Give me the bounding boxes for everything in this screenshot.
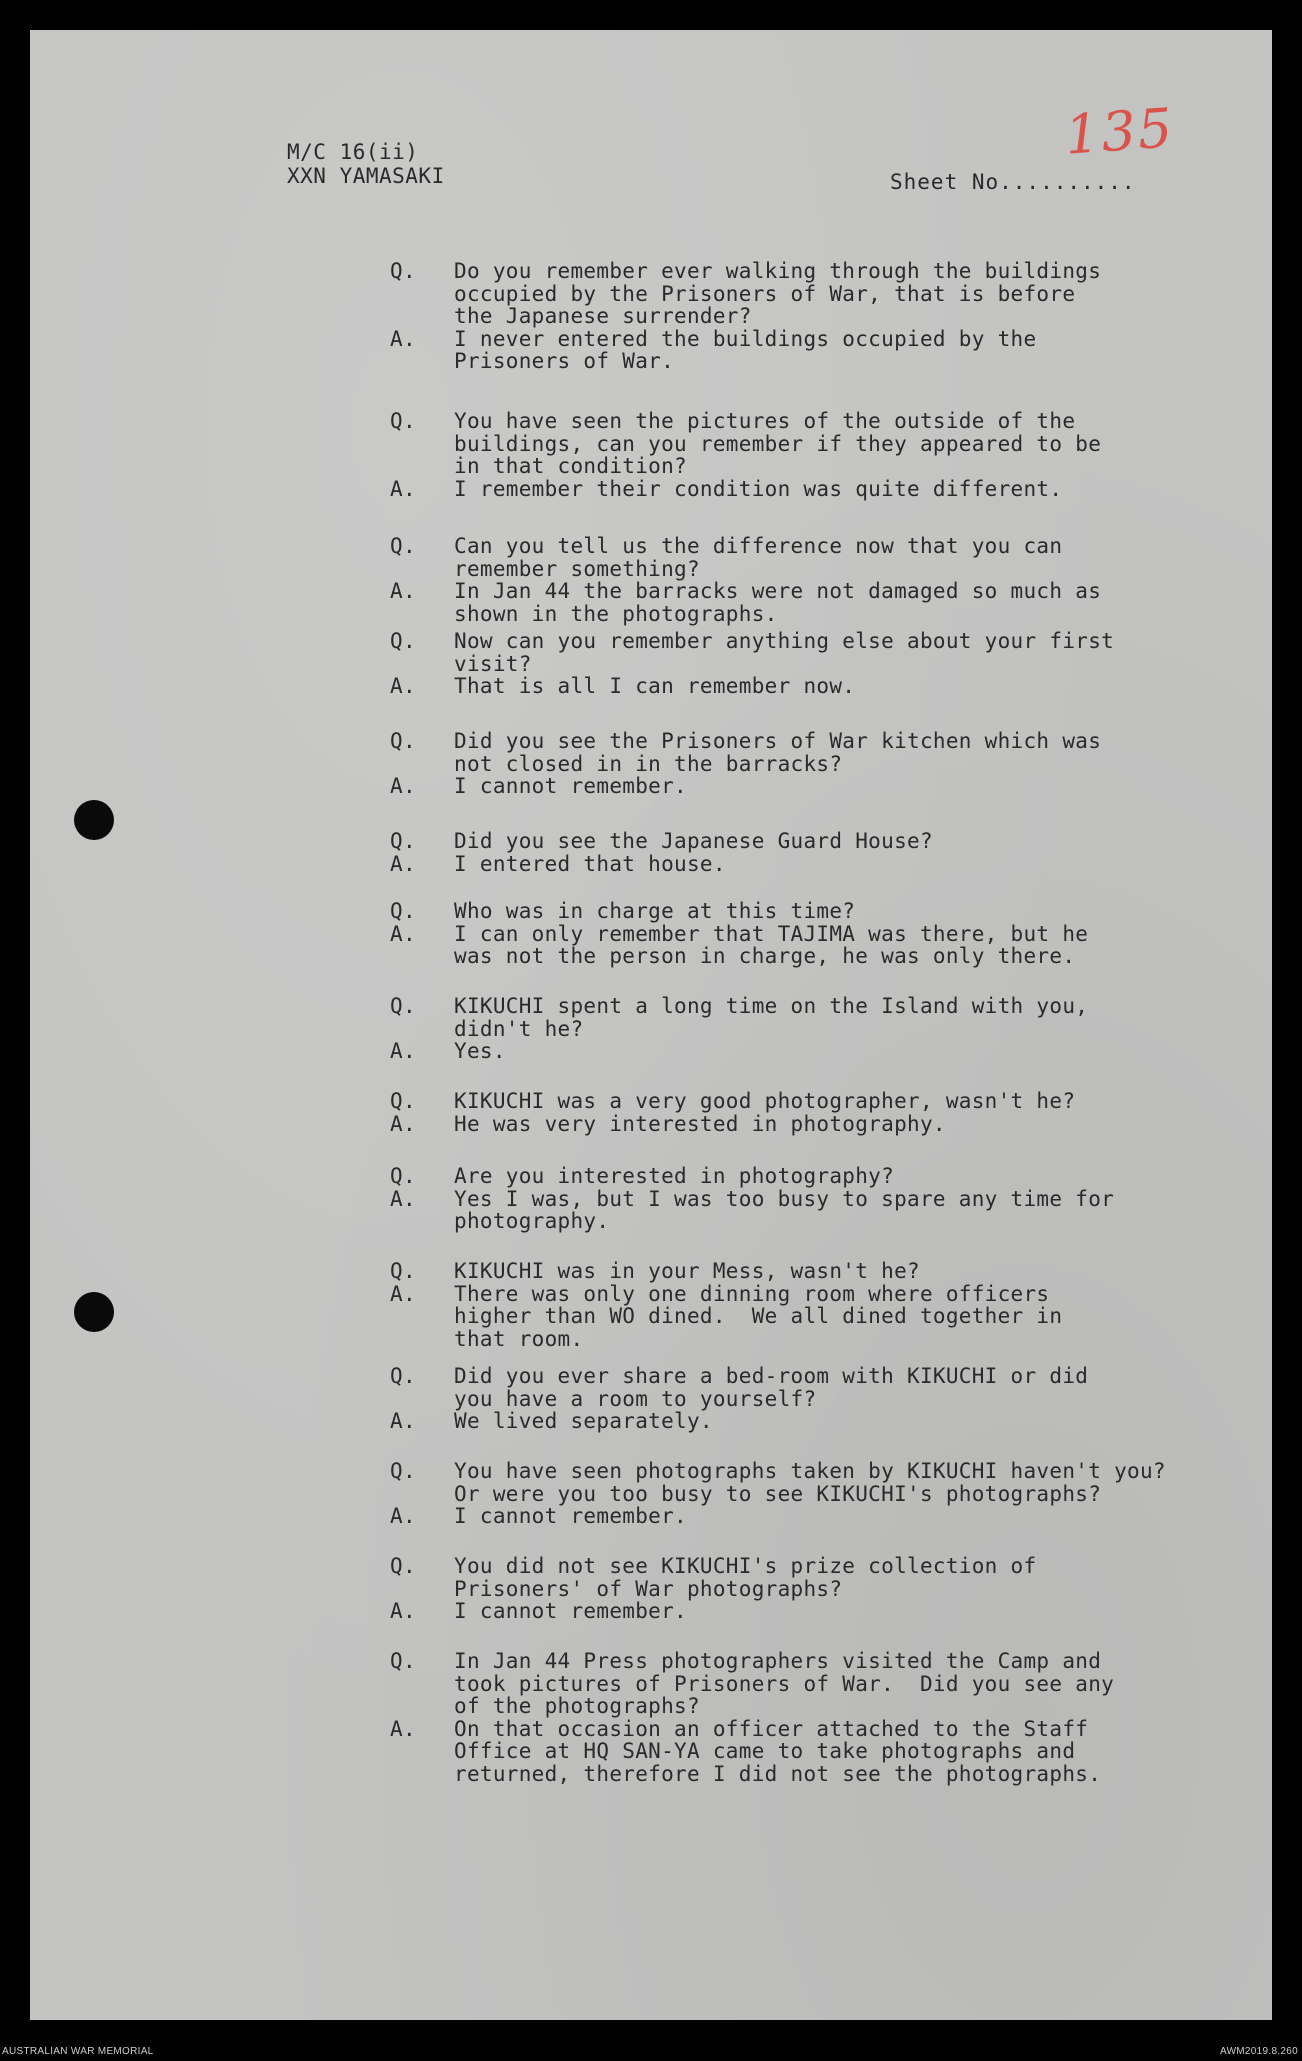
- question-marker: Q.: [390, 1649, 416, 1673]
- answer-text: Office at HQ SAN-YA came to take photographs and: [454, 1739, 1076, 1763]
- question-text: Did you see the Prisoners of War kitchen which was: [454, 729, 1102, 753]
- question-marker: Q.: [390, 829, 416, 853]
- question-marker: Q.: [390, 1259, 416, 1283]
- answer-text: that room.: [454, 1326, 584, 1351]
- answer-text: He was very interested in photography.: [454, 1111, 946, 1136]
- answer-marker: A.: [390, 851, 416, 876]
- question-text: Who was in charge at this time?: [454, 899, 856, 923]
- answer-text: In Jan 44 the barracks were not damaged so much as: [454, 579, 1102, 603]
- question-text: you have a room to yourself?: [454, 1386, 817, 1411]
- answer-text: That is all I can remember now.: [454, 674, 856, 698]
- answer-marker: A.: [390, 774, 416, 798]
- answer-text: I cannot remember.: [454, 1599, 687, 1623]
- reference-code: M/C 16(ii): [287, 140, 419, 164]
- answer-text: I never entered the buildings occupied by the: [454, 326, 1037, 351]
- answer-text: Prisoners of War.: [454, 349, 675, 373]
- question-text: You did not see KIKUCHI's prize collection of: [454, 1554, 1037, 1578]
- question-text: You have seen photographs taken by KIKUCHI haven't you?: [454, 1459, 1166, 1483]
- question-text: took pictures of Prisoners of War. Did you see any: [454, 1671, 1115, 1696]
- answer-marker: A.: [390, 674, 416, 698]
- question-marker: Q.: [390, 729, 416, 753]
- punch-hole: [74, 800, 114, 840]
- answer-marker: A.: [390, 476, 416, 501]
- answer-text: I can only remember that TAJIMA was there, but he: [454, 921, 1089, 946]
- answer-marker: A.: [390, 1111, 416, 1136]
- question-marker: Q.: [390, 899, 416, 923]
- question-text: buildings, can you remember if they appeared to be: [454, 431, 1102, 456]
- answer-marker: A.: [390, 326, 416, 351]
- question-text: Do you remember ever walking through the buildings: [454, 259, 1102, 283]
- question-text: visit?: [454, 651, 532, 676]
- answer-marker: A.: [390, 1599, 416, 1623]
- question-marker: Q.: [390, 629, 416, 653]
- question-text: Are you interested in photography?: [454, 1164, 895, 1188]
- punch-hole: [74, 1292, 114, 1332]
- question-text: Now can you remember anything else about your first: [454, 629, 1115, 653]
- answer-marker: A.: [390, 1716, 416, 1741]
- answer-marker: A.: [390, 921, 416, 946]
- answer-marker: A.: [390, 579, 416, 603]
- question-text: occupied by the Prisoners of War, that is before: [454, 281, 1076, 306]
- question-text: KIKUCHI was a very good photographer, wasn't he?: [454, 1089, 1076, 1113]
- answer-marker: A.: [390, 1409, 416, 1433]
- answer-text: was not the person in charge, he was only there.: [454, 944, 1076, 968]
- answer-text: Yes I was, but I was too busy to spare any time for: [454, 1186, 1115, 1211]
- question-marker: Q.: [390, 994, 416, 1018]
- handwritten-sheet-number: 135: [1062, 96, 1177, 167]
- reference-subject: XXN YAMASAKI: [287, 164, 445, 188]
- question-text: Did you ever share a bed-room with KIKUCHI or did: [454, 1364, 1089, 1388]
- answer-marker: A.: [390, 1504, 416, 1528]
- footer-source: AUSTRALIAN WAR MEMORIAL: [2, 2046, 154, 2057]
- question-marker: Q.: [390, 259, 416, 283]
- question-marker: Q.: [390, 1364, 416, 1388]
- answer-text: I cannot remember.: [454, 774, 687, 798]
- question-text: Can you tell us the difference now that you can: [454, 534, 1063, 558]
- answer-text: On that occasion an officer attached to the Staff: [454, 1716, 1089, 1741]
- answer-text: I entered that house.: [454, 851, 726, 876]
- question-marker: Q.: [390, 1089, 416, 1113]
- question-text: remember something?: [454, 556, 700, 581]
- answer-text: photography.: [454, 1209, 610, 1233]
- question-text: in that condition?: [454, 454, 687, 478]
- question-text: KIKUCHI was in your Mess, wasn't he?: [454, 1259, 920, 1283]
- reference-block: [287, 140, 445, 188]
- answer-text: higher than WO dined. We all dined together in: [454, 1304, 1063, 1328]
- question-marker: Q.: [390, 1459, 416, 1483]
- answer-text: We lived separately.: [454, 1409, 713, 1433]
- question-marker: Q.: [390, 534, 416, 558]
- question-marker: Q.: [390, 1164, 416, 1188]
- answer-text: shown in the photographs.: [454, 601, 778, 626]
- answer-marker: A.: [390, 1281, 416, 1306]
- question-marker: Q.: [390, 409, 416, 433]
- answer-text: returned, therefore I did not see the photographs.: [454, 1761, 1102, 1786]
- answer-text: I cannot remember.: [454, 1504, 687, 1528]
- question-text: the Japanese surrender?: [454, 304, 752, 328]
- answer-text: There was only one dinning room where officers: [454, 1281, 1050, 1306]
- question-text: KIKUCHI spent a long time on the Island with you,: [454, 994, 1089, 1018]
- question-text: Prisoners' of War photographs?: [454, 1576, 843, 1601]
- question-text: of the photographs?: [454, 1694, 700, 1718]
- question-text: not closed in in the barracks?: [454, 751, 843, 776]
- document-sheet: [30, 30, 1272, 2020]
- question-marker: Q.: [390, 1554, 416, 1578]
- question-text: Or were you too busy to see KIKUCHI's photographs?: [454, 1481, 1102, 1506]
- answer-text: I remember their condition was quite different.: [454, 476, 1063, 501]
- answer-marker: A.: [390, 1039, 416, 1063]
- question-text: In Jan 44 Press photographers visited the Camp and: [454, 1649, 1102, 1673]
- footer-accession-number: AWM2019.8.260: [1219, 2046, 1298, 2057]
- question-text: You have seen the pictures of the outside of the: [454, 409, 1076, 433]
- sheet-number-label: Sheet No..........: [890, 170, 1136, 194]
- answer-marker: A.: [390, 1186, 416, 1211]
- question-text: didn't he?: [454, 1016, 584, 1041]
- answer-text: Yes.: [454, 1039, 506, 1063]
- question-text: Did you see the Japanese Guard House?: [454, 829, 933, 853]
